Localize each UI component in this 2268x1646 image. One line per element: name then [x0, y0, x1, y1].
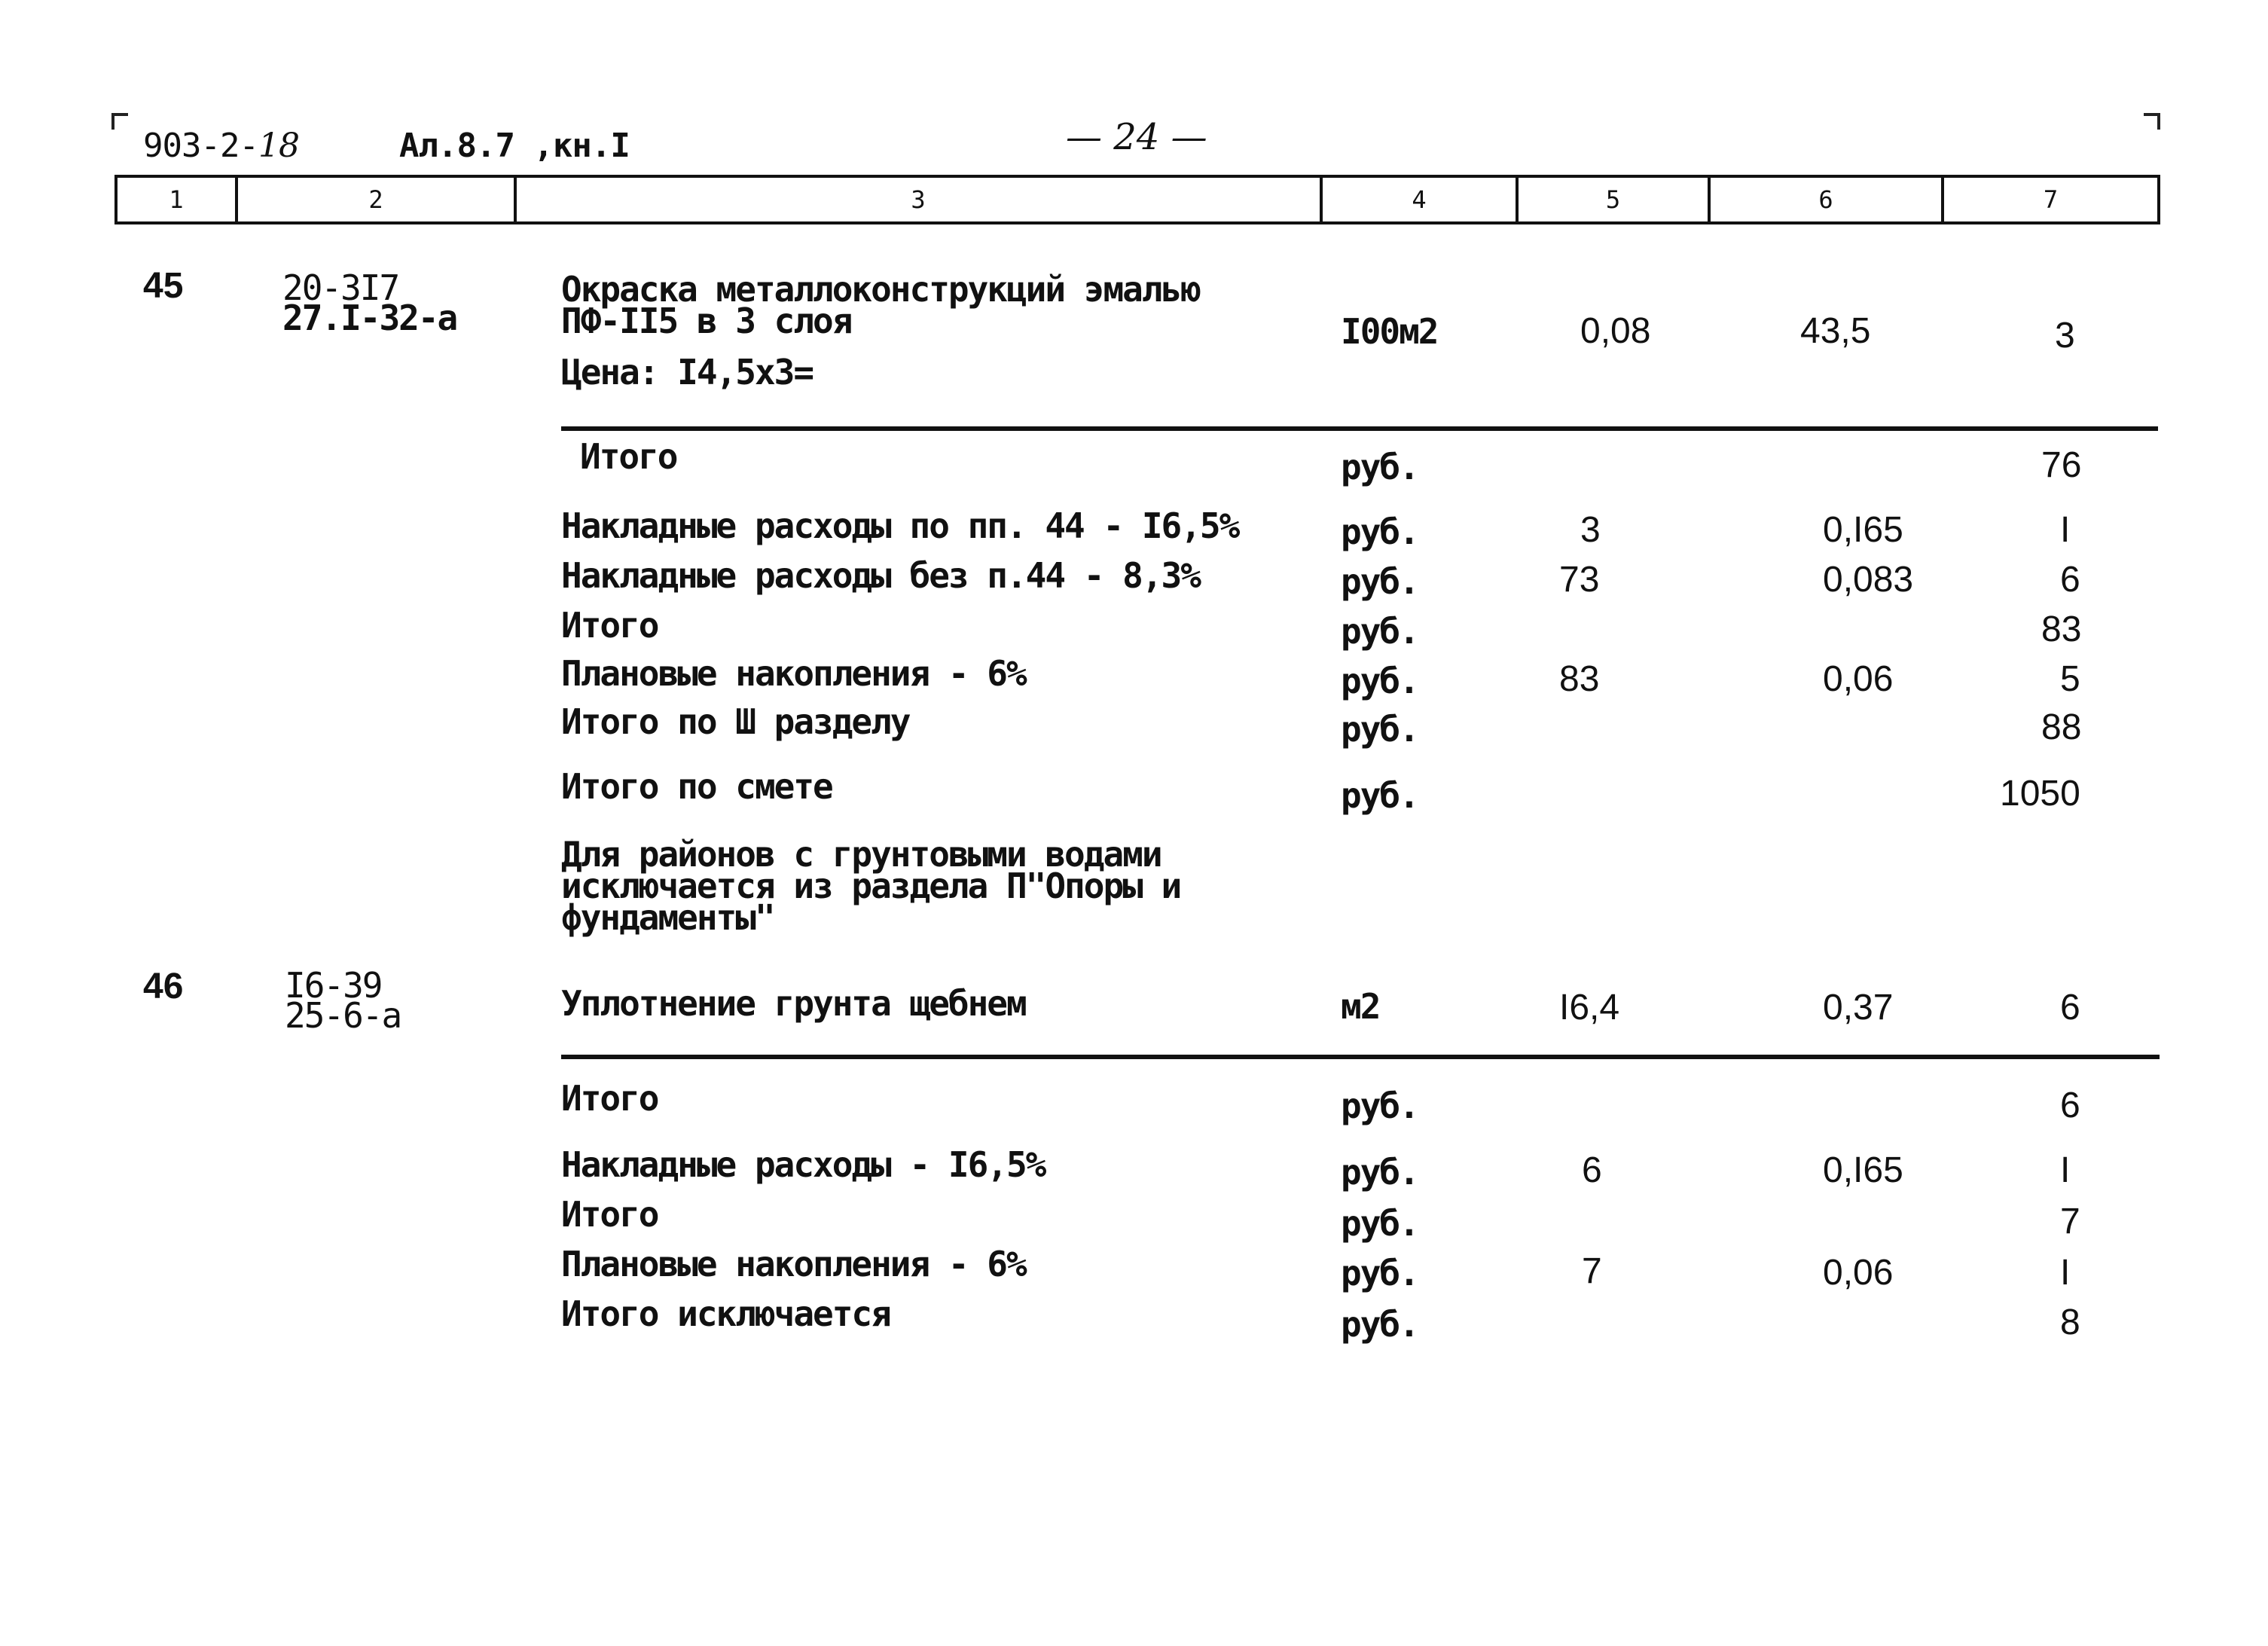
- summary-base: 6: [1582, 1150, 1602, 1190]
- column-header-7: 7: [2043, 185, 2059, 214]
- entry-total: 3: [2055, 316, 2075, 356]
- column-header-3: 3: [517, 178, 1323, 221]
- summary-rate: 0,I65: [1823, 510, 1903, 550]
- summary-label: Итого: [580, 436, 677, 477]
- summary-base: 83: [1559, 659, 1600, 699]
- page-number: — 24 —: [1066, 116, 1207, 158]
- album-reference: Ал.8.7 ,кн.I: [399, 127, 630, 165]
- summary-total: 7: [2060, 1202, 2080, 1241]
- summary-rate: 0,I65: [1823, 1150, 1903, 1190]
- summary-label: Плановые накопления - 6%: [561, 1244, 1026, 1284]
- summary-total: 83: [2041, 609, 2082, 649]
- summary-total: 8: [2060, 1302, 2080, 1342]
- entry-description-line-1: Уплотнение грунта щебнем: [561, 983, 1026, 1024]
- entry-code-line-2: 27.I-32-а: [282, 298, 457, 338]
- summary-total: I: [2060, 1150, 2071, 1190]
- summary-unit: руб.: [1341, 1253, 1418, 1293]
- summary-total: I: [2060, 1253, 2071, 1293]
- summary-total: 1050: [2000, 774, 2080, 814]
- entry-description-line-2: ПФ-II5 в 3 слоя: [561, 301, 852, 341]
- summary-unit: руб.: [1341, 447, 1418, 487]
- summary-label: Итого: [561, 1194, 658, 1235]
- entry-code-line-1: I6-39: [285, 965, 382, 1006]
- summary-unit: руб.: [1341, 611, 1418, 652]
- summary-rate: 0,06: [1823, 1253, 1894, 1293]
- summary-rate: 0,06: [1823, 659, 1894, 699]
- summary-label: Итого исключается: [561, 1293, 890, 1334]
- entry-quantity: 0,08: [1580, 311, 1651, 351]
- summary-total: 5: [2060, 659, 2080, 699]
- document-code-printed: 903-2-: [143, 127, 258, 165]
- entry-total: 6: [2060, 988, 2080, 1028]
- summary-total: 6: [2060, 1086, 2080, 1125]
- summary-base: 3: [1580, 510, 1601, 550]
- column-header-4: 4: [1323, 178, 1519, 221]
- column-header-1: 1: [118, 178, 238, 221]
- entry-code-line-1: 20-3I7: [282, 267, 399, 308]
- column-header-2: 2: [238, 178, 517, 221]
- summary-label: Итого по смете: [561, 766, 832, 807]
- document-code: [143, 127, 299, 165]
- document-code-handwritten: 18: [258, 127, 299, 165]
- summary-base: 73: [1559, 560, 1600, 600]
- summary-label: Итого: [561, 1078, 658, 1119]
- summary-label: Плановые накопления - 6%: [561, 653, 1026, 694]
- column-header-5: 5: [1519, 178, 1711, 221]
- summary-total: 88: [2041, 707, 2082, 747]
- summary-unit: руб.: [1341, 775, 1418, 816]
- section-divider-1: [561, 426, 2158, 431]
- section-divider-2: [561, 1055, 2160, 1059]
- summary-label: Накладные расходы - I6,5%: [561, 1144, 1045, 1185]
- corner-mark-right: [2144, 113, 2160, 130]
- summary-unit: руб.: [1341, 512, 1418, 552]
- summary-unit: руб.: [1341, 661, 1418, 701]
- note-line-1: Для районов с грунтовыми водами: [561, 834, 1161, 875]
- column-header-row: [114, 175, 2160, 224]
- note-line-2: исключается из раздела П"Опоры и: [561, 866, 1181, 906]
- summary-base: 7: [1582, 1251, 1602, 1291]
- summary-label: Накладные расходы по пп. 44 - I6,5%: [561, 505, 1239, 546]
- summary-unit: руб.: [1341, 561, 1418, 602]
- entry-description-line-1: Окраска металлоконструкций эмалью: [561, 269, 1200, 310]
- corner-mark-left: [111, 113, 128, 130]
- summary-label: Итого по Ш разделу: [561, 701, 910, 742]
- summary-unit: руб.: [1341, 709, 1418, 750]
- summary-total: 76: [2041, 445, 2082, 485]
- entry-rate: 43,5: [1800, 311, 1871, 351]
- summary-unit: руб.: [1341, 1086, 1418, 1126]
- entry-price-note: Цена: I4,5х3=: [561, 352, 813, 392]
- entry-code-line-2: 25-6-а: [285, 995, 401, 1036]
- summary-unit: руб.: [1341, 1203, 1418, 1244]
- entry-unit: I00м2: [1341, 311, 1438, 352]
- entry-quantity: I6,4: [1559, 988, 1620, 1028]
- summary-unit: руб.: [1341, 1304, 1418, 1345]
- summary-unit: руб.: [1341, 1152, 1418, 1193]
- column-header-6: 6: [1711, 178, 1944, 221]
- entry-number: 46: [143, 967, 184, 1006]
- summary-total: 6: [2060, 560, 2080, 600]
- summary-rate: 0,083: [1823, 560, 1914, 600]
- summary-label: Накладные расходы без п.44 - 8,3%: [561, 555, 1200, 596]
- summary-total: I: [2060, 510, 2071, 550]
- entry-rate: 0,37: [1823, 988, 1894, 1028]
- entry-number: 45: [143, 266, 184, 306]
- entry-unit: м2: [1341, 986, 1380, 1027]
- summary-label: Итого: [561, 605, 658, 646]
- note-line-3: фундаменты": [561, 897, 774, 938]
